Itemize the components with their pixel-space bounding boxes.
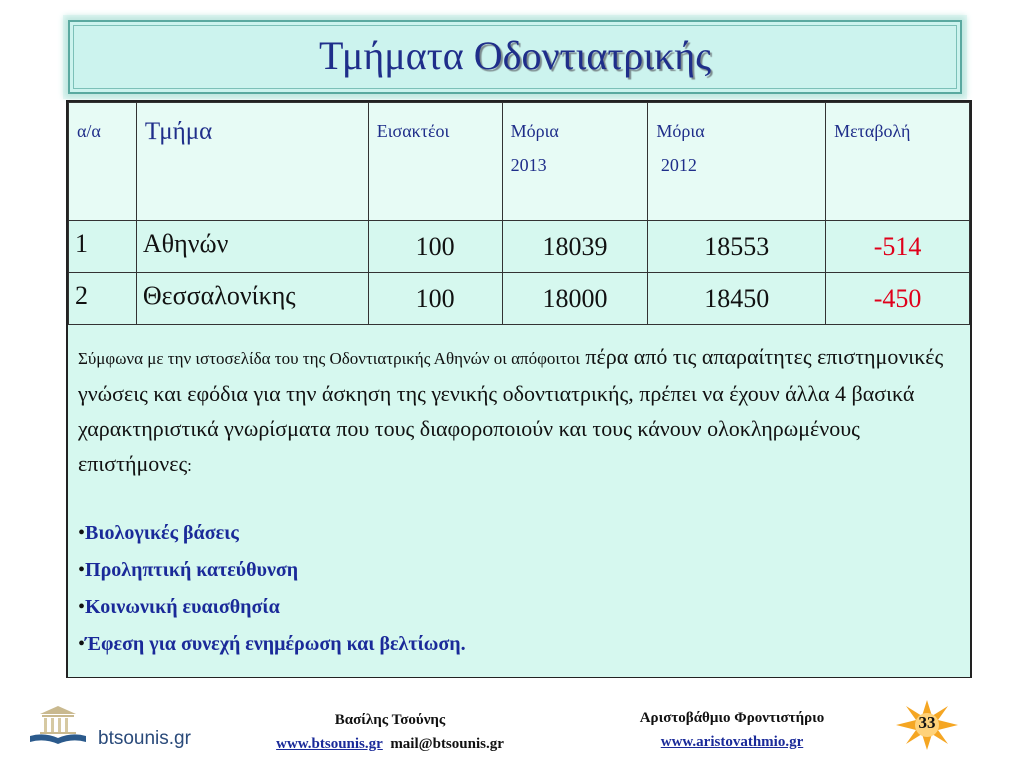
cell-tmima: Αθηνών — [136, 221, 368, 273]
logo-text: btsounis.gr — [98, 728, 191, 749]
page-number-badge — [896, 700, 958, 750]
table-row — [69, 221, 970, 273]
cell-moria-2012: 18553 — [648, 221, 826, 273]
description-paragraph: Σύμφωνα με την ιστοσελίδα του της Οδοντιατρικής Αθηνών οι απόφοιτοι πέρα από τις απαραίτητες επιστημονικές γνώσεις και εφόδια για την άσκηση της γενικής οδοντιατρικής, πρέπει να έχουν άλλα 4 βασικά χαρακτηριστικά γνωρίσματα που τους διαφοροποιούν και τους κάνουν ολοκληρωμένους επιστήμονες: — [78, 344, 944, 476]
table-header-row — [69, 103, 970, 221]
author-website-link[interactable]: www.btsounis.gr — [276, 736, 383, 752]
cell-metavoli: -514 — [826, 221, 970, 273]
bullet-list — [78, 515, 466, 663]
header-aa: α/α — [69, 103, 137, 221]
cell-metavoli: -450 — [826, 273, 970, 325]
dental-schools-table — [66, 100, 972, 678]
btsounis-logo[interactable] — [14, 704, 190, 754]
header-moria-2013: Μόρια 2013 — [502, 103, 648, 221]
list-item: •Κοινωνική ευαισθησία — [78, 596, 280, 618]
author-email: mail@btsounis.gr — [390, 736, 504, 752]
temple-book-icon — [28, 704, 88, 746]
footer-org — [596, 706, 868, 754]
cell-eisaktoi: 100 — [368, 221, 502, 273]
list-item: •Έφεση για συνεχή ενημέρωση και βελτίωση. — [78, 633, 466, 655]
description-cell — [68, 324, 970, 677]
header-moria-2012: Μόρια 2012 — [648, 103, 826, 221]
table-row — [69, 273, 970, 325]
header-eisaktoi: Εισακτέοι — [368, 103, 502, 221]
org-website-link[interactable]: www.aristovathmio.gr — [660, 734, 804, 750]
author-name: Βασίλης Τσούνης — [334, 712, 446, 728]
cell-tmima: Θεσσαλονίκης — [136, 273, 368, 325]
cell-moria-2013: 18039 — [502, 221, 648, 273]
title-box — [68, 20, 962, 94]
cell-eisaktoi: 100 — [368, 273, 502, 325]
list-item: •Βιολογικές βάσεις — [78, 522, 239, 544]
cell-aa: 2 — [69, 273, 137, 325]
header-metavoli: Μεταβολή — [826, 103, 970, 221]
slide-title — [70, 32, 960, 79]
title-part2: Οδοντιατρικής — [473, 33, 712, 78]
page-number: 33 — [918, 713, 936, 732]
cell-moria-2012: 18450 — [648, 273, 826, 325]
footer-author — [210, 708, 570, 756]
title-part1: Τμήματα — [318, 33, 464, 78]
list-item: •Προληπτική κατεύθυνση — [78, 559, 299, 581]
org-name: Αριστοβάθμιο Φροντιστήριο — [639, 710, 825, 726]
cell-aa: 1 — [69, 221, 137, 273]
header-tmima: Τμήμα — [136, 103, 368, 221]
cell-moria-2013: 18000 — [502, 273, 648, 325]
